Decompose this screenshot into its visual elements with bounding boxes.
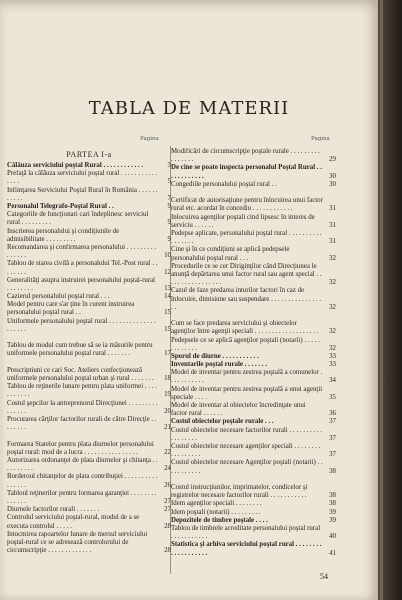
toc-entry (7, 203, 171, 211)
toc-entry-title: Depozitele de timbre poştale . . . . (171, 516, 268, 524)
toc-entry-page: 15 (164, 309, 171, 317)
toc-entry-title: Tablou de starea civilă a personalului Tel.-Post rural . . . . . . . . (7, 260, 158, 276)
toc-entry (7, 293, 171, 301)
toc-entry-page: 35 (329, 393, 336, 401)
toc-entry-title: Model pentru care s'ar ţine în curent instruirea personalului poştal rural . . (7, 301, 135, 317)
toc-entry-title: Pedepsele ce se aplică agenţilor poştali (notarii) . . . . . . . . . . . . . (171, 336, 320, 352)
toc-entry-title: Cine şi în ce condiţiuni se aplică pedepsele personalului poştal rural . . . (171, 246, 290, 262)
toc-entry (7, 301, 171, 317)
toc-entry (171, 509, 336, 517)
toc-entry-title: Întocmirea rapoartelor lunare de mersul serviciului poştal-rural ce se adresează controlorului de circumscripţie . . . . . . . . . . . . . (7, 530, 148, 555)
toc-entry-page: 27 (164, 506, 171, 514)
toc-entry (171, 214, 336, 230)
toc-entry (171, 369, 336, 385)
toc-entry-page: 38 (329, 492, 336, 500)
toc-entry-page: 9 (167, 219, 171, 227)
toc-entry-page: 30 (329, 180, 336, 188)
toc-entry-title: Înlocuirea agenţilor poştali cind lipsesc în interes de serviciu . . . . . . (171, 213, 315, 229)
toc-entry-page: 32 (329, 328, 336, 336)
toc-entry-page: 10 (164, 252, 171, 260)
toc-entry-page: 14 (164, 293, 171, 301)
toc-entry (171, 312, 336, 337)
toc-entry (171, 402, 336, 418)
toc-left-column (7, 148, 171, 555)
toc-entry-title: Model de inventar al obiectelor încredinţate unui factor rural . . . . . . (171, 402, 306, 418)
toc-entry (7, 277, 171, 293)
toc-entry-page: 36 (329, 410, 336, 418)
toc-entry-title: Tabloul reţinerilor pentru formarea garanţiei . . . . . . . . . . . . . . (7, 489, 157, 505)
toc-entry-title: Pedepse aplicate, personalului poştal rural . . . . . . . . . . . . . . . . . (171, 229, 322, 246)
toc-entry-title: Procurarea cărţilor factorilor rurali de către Direcţie . . . . . . . . (7, 416, 157, 432)
toc-entry-page: 34 (329, 377, 336, 385)
toc-entry-title: Model de inventar pentru zestrea poştală a unui agenţii speciale . . . . (171, 385, 323, 401)
toc-entry-title: Inventarile poştal rurale . . . . . . . (171, 361, 268, 369)
toc-entry-page: 38 (329, 500, 336, 508)
toc-entry-title: Congediile personalului poştal rural . . (171, 180, 277, 188)
toc-entry-page: 26 (164, 481, 171, 489)
toc-entry (171, 230, 336, 246)
toc-right-column (171, 148, 336, 558)
toc-entry-page: 39 (329, 508, 336, 516)
toc-right-list (171, 148, 336, 558)
toc-entry (171, 517, 336, 525)
toc-entry-page: 3 (167, 162, 171, 169)
toc-entry-title: Formarea Statelor pentru plata diurnelor personalului poştal rural: mod de a lucra . . . . . . . . . . . . . . . . (7, 440, 154, 456)
toc-entry-title: Borderoul chitanţelor de plata contribuţiei . . . . . . . . . . . . . . . . (7, 473, 158, 489)
toc-entry (7, 228, 171, 244)
toc-entry-page: 20 (164, 407, 171, 415)
toc-entry-page: 9 (167, 202, 171, 210)
toc-entry (171, 525, 336, 541)
toc-entry (7, 162, 171, 170)
toc-entry-page: 38 (329, 467, 336, 475)
toc-entry (171, 287, 336, 312)
toc-entry-page: 7 (167, 194, 171, 202)
toc-entry-title: Tablou de modul cum trebue să se ia măsurile pentru uniformele personalului poştal rural . . . . . . . (7, 342, 153, 358)
toc-entry (171, 181, 336, 189)
toc-entry-page: 28 (164, 547, 171, 555)
toc-entry-page: 41 (329, 549, 336, 557)
toc-entry (171, 246, 336, 262)
toc-entry (7, 244, 171, 260)
toc-entry (7, 383, 171, 399)
toc-entry-title: Personalul Telegrafo-Poştal Rural . . (7, 202, 114, 210)
toc-entry-title: Prescriptiuni ce cari Soc. Ateliers confecţionează uniformele personalului poştal urban şi rural . . . . . . . (7, 366, 154, 383)
toc-entry (7, 457, 171, 473)
page-title: TABLA DE MATERII (88, 98, 290, 119)
toc-entry-page: 32 (329, 344, 336, 352)
part-heading: PARTEA I-a (66, 150, 112, 159)
toc-entry (7, 514, 171, 530)
toc-entry (171, 443, 336, 459)
toc-entry (171, 500, 336, 508)
toc-entry-title: Procedurile ce se cer Diriginţilor când Direcţiunea le anunţă depărtarea unui factor rural sau agent special . . . . . . . . . . . . . . . . . (171, 262, 322, 287)
toc-entry (7, 211, 171, 227)
toc-entry-page: 32 (329, 254, 336, 262)
toc-entry (171, 361, 336, 369)
toc-entry (7, 187, 171, 203)
toc-entry-page: 32 (329, 303, 336, 311)
toc-entry-title: Certificat de autorisaţiune pentru înlocuirea unui factor rural etc. acordat în concediu . . . . . . . . . . . . (171, 197, 323, 213)
toc-entry-page: 30 (329, 172, 336, 180)
toc-entry-title: Cazul de faze predarea inturilor factori în caz de înlocuire, dimisiune sau suspendare . . . . . . . . . . . . . . . . . (171, 287, 322, 311)
toc-entry (171, 386, 336, 402)
toc-entry-title: Costul obiectelor poştale rurale . . . (171, 418, 274, 426)
toc-entry-title: Înscrierea personalului şi condiţiunile de admisibilitate . . . . . . . . . (7, 227, 120, 243)
toc-entry (171, 164, 336, 180)
toc-entry-title: Înfiinţarea Serviciului Poştal Rural în România . . . . . . . . . . . (7, 186, 158, 202)
toc-entry (7, 416, 171, 432)
page-column-header-left: Pagina (140, 136, 159, 142)
toc-entry-page: 17 (164, 350, 171, 358)
toc-entry-page: 33 (329, 361, 336, 369)
toc-entry-title: Categoriile de funcţionari cari îndeplinesc serviciul rural . . . . . . . . . (7, 211, 149, 227)
toc-entry-title: Costul şepcilor la antreprenorul Direcţiunei . . . . . . . . . . . . . . . (7, 399, 158, 415)
toc-entry-page: 18 (164, 375, 171, 383)
toc-entry-page: 31 (329, 205, 336, 213)
toc-entry (7, 490, 171, 506)
toc-entry-page: 21 (164, 424, 171, 432)
toc-entry-page: 5 (167, 178, 171, 186)
toc-entry-page: 19 (164, 391, 171, 399)
toc-entry (171, 337, 336, 353)
toc-entry-title: Recomandarea şi confirmarea personalului . . . . . . . . . . . . . . . (7, 243, 157, 260)
toc-entry-page: 28 (164, 522, 171, 530)
toc-entry-page: 32 (329, 279, 336, 287)
toc-entry-page: 37 (329, 451, 336, 459)
toc-entry (171, 189, 336, 214)
toc-entry-page: 22 (164, 448, 171, 456)
toc-entry-title: Diurnele factorilor rurali . . . . . . . (7, 506, 100, 514)
toc-entry-title: Costul instrucţiunilor, imprimatelor, condicelor şi registrelor necesare factorilor rurali . . . . . . . . . . . (171, 484, 308, 500)
toc-entry (7, 400, 171, 416)
toc-entry (7, 260, 171, 276)
toc-entry-page: 29 (329, 156, 336, 164)
toc-entry-page: 15 (164, 325, 171, 333)
toc-entry (7, 334, 171, 359)
toc-entry-title: Tablou de reţinerile lunare pentru plata uniformei . . . . . . . . . . . (7, 383, 157, 399)
toc-entry (171, 418, 336, 426)
toc-entry-page: 37 (329, 434, 336, 442)
toc-entry-title: Cazierul personalului poştal rural . . . (7, 293, 110, 301)
toc-entry (7, 506, 171, 514)
toc-entry-title: Autorizarea ordonanţei de plata diurnelor şi chitanţa . . . . . . . . . . (7, 457, 158, 473)
toc-entry-title: De cine se poate inspecta personalul Poştal Rural . . . . . . . . . . . . (171, 164, 323, 180)
toc-entry-title: Statistica şi arhiva serviciului poştal rural . . . . . . . . . . . . . . . . . . . (171, 541, 322, 557)
toc-entry (171, 476, 336, 501)
page-number: 54 (320, 572, 328, 581)
toc-entry-title: Sporul de diurne . . . . . . . . . . . (171, 352, 259, 360)
toc-entry-title: Idem poştali (notarii) . . . . . . . . . (171, 508, 261, 516)
toc-entry-title: Idem agenţilor speciali . . . . . . . . (171, 500, 262, 508)
toc-entry-title: Generalităţi asupra instruirei personalului poştal-rural . . . . . . . . (7, 276, 156, 292)
toc-entry-page: 39 (329, 516, 336, 524)
toc-entry (171, 263, 336, 288)
page-column-header-right: Pagina (311, 136, 330, 142)
toc-entry-page: 37 (329, 418, 336, 426)
toc-entry-title: Costul obiectelor necesare Agenţilor poştali (notarii) . . . . . . . . . . . (171, 459, 323, 475)
toc-entry-title: Model de inventar pentru zestrea poştală a comunelor . . . . . . . . . . . (171, 369, 323, 385)
toc-entry-title: Costul obiectelor necesare agenţilor speciali . . . . . . . . . . . . . . . . . (171, 443, 321, 459)
toc-entry-page: 40 (329, 533, 336, 541)
toc-entry-page: 27 (164, 498, 171, 505)
toc-entry (171, 427, 336, 443)
toc-entry-title: Modificări de circumscripţie poştale rurale . . . . . . . . . . . . . . . . (171, 148, 320, 164)
toc-entry (7, 170, 171, 186)
toc-left-list (7, 162, 171, 555)
toc-entry-page: 31 (329, 221, 336, 229)
toc-entry-title: Costul obiectelor necesare factorilor rurali . . . . . . . . . . . . . . . . . . (171, 426, 323, 442)
toc-entry-page: 12 (164, 268, 171, 276)
toc-entry (7, 432, 171, 457)
toc-entry-title: Câlăuza serviciului poştal Rural . . . . . . . . . . . . (7, 162, 144, 169)
toc-entry-title: Controlul serviciului poştal-rural, modul de a se executa controlul . . . . . (7, 514, 140, 530)
toc-entry (7, 359, 171, 384)
toc-entry (171, 459, 336, 475)
toc-entry (171, 541, 336, 557)
toc-entry (7, 531, 171, 556)
toc-entry-page: 13 (164, 284, 171, 292)
toc-entry-page: 31 (329, 238, 336, 246)
toc-entry-title: Cum se face predarea serviciului şi obiectelor agenţilor între agenţii speciali . . . . . . . . . . . . . . . . . . . (171, 320, 319, 336)
toc-entry (7, 473, 171, 489)
toc-entry (7, 318, 171, 334)
toc-entry-page: 24 (164, 465, 171, 473)
toc-entry-title: Prefaţă la câlăuza serviciului poştal rural . . . . . . . . . . . . . . . (7, 170, 158, 186)
toc-entry-title: Uniformele personalului poştal rural . . . . . . . . . . . . . . . . . . . . (7, 317, 156, 333)
book-spine (378, 0, 402, 600)
toc-entry (171, 148, 336, 164)
toc-entry-page: 9 (167, 235, 171, 243)
toc-entry (171, 353, 336, 361)
toc-entry-title: Tablou de timbrele acreditate personalului poştal rural . . . . . . . . . . . (171, 524, 321, 541)
toc-entry-page: 33 (329, 352, 336, 360)
